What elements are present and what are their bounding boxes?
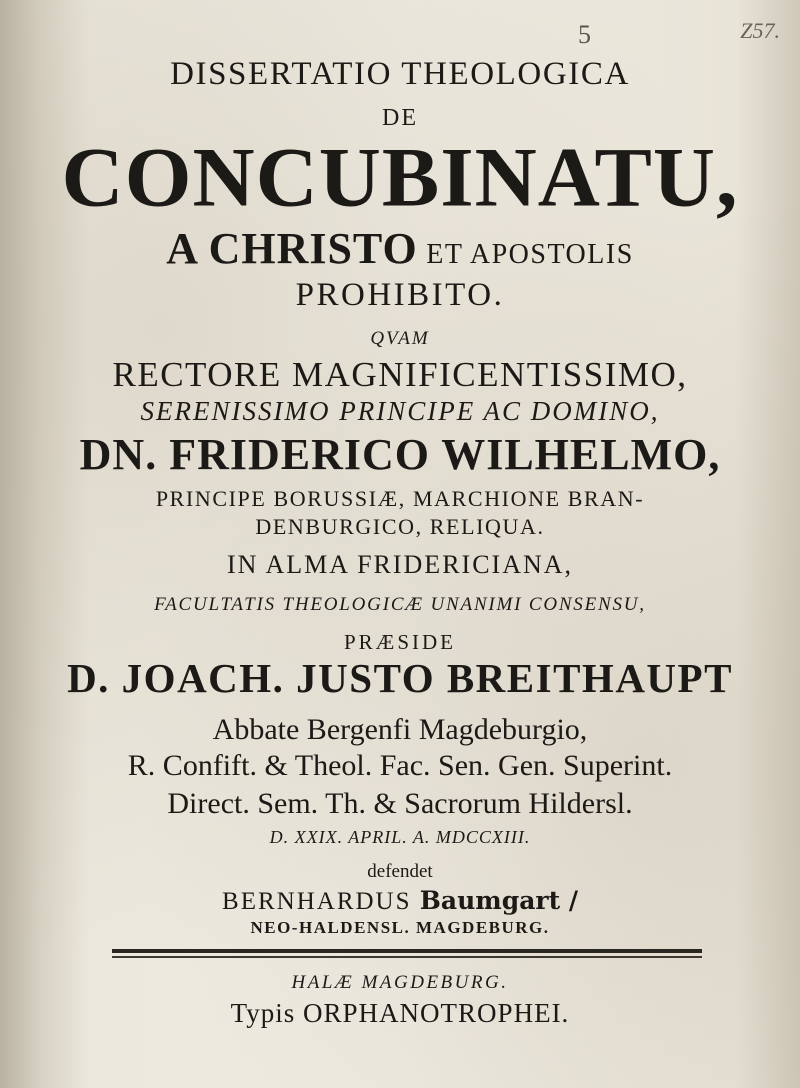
principe-line: PRINCIPE BORUSSIÆ, MARCHIONE BRAN- — [155, 486, 645, 511]
facultatis-line: FACULTATIS THEOLOGICÆ UNANIMI CONSENSU, — [154, 594, 646, 615]
defendet-label: defendet — [367, 861, 433, 882]
praeside-label: PRÆSIDE — [343, 630, 457, 654]
double-rule-thick — [112, 949, 702, 953]
disputation-date: D. XXIX. APRIL. A. MDCCXIII. — [269, 827, 531, 847]
title-line-dissertatio: DISSERTATIO THEOLOGICA — [170, 56, 630, 92]
title-line-christo — [0, 224, 800, 273]
defendens-origin: NEO-HALDENSL. MAGDEBURG. — [250, 918, 550, 937]
title-line-de: DE — [382, 105, 418, 131]
shelf-number: Z57. — [740, 18, 780, 43]
title-line-prohibito: PROHIBITO. — [295, 277, 505, 313]
praeses-name: D. JOACH. JUSTO BREITHAUPT — [67, 655, 733, 701]
denburgico-line: DENBURGICO, RELIQUA. — [255, 514, 545, 539]
quam-line: QVAM — [370, 328, 430, 349]
friderico-wilhelmo-line: DN. FRIDERICO WILHELMO, — [79, 430, 721, 479]
imprint-printer: Typis ORPHANOTROPHEI. — [230, 998, 570, 1028]
title-christo: CHRISTO — [208, 224, 418, 273]
defendens-surname: Baumgart / — [419, 886, 578, 915]
alma-fridericiana-line: IN ALMA FRIDERICIANA, — [226, 550, 574, 579]
rector-line: RECTORE MAGNIFICENTISSIMO, — [112, 355, 688, 394]
title-a: A — [166, 224, 209, 273]
title-line-concubinatu: CONCUBINATU, — [61, 129, 739, 225]
title-apostolis: ET APOSTOLIS — [417, 239, 634, 270]
defendens-name-line — [0, 888, 800, 914]
double-rule-thin — [112, 956, 702, 958]
praeses-consist-line: R. Confift. & Theol. Fac. Sen. Gen. Superint. — [127, 749, 673, 782]
ink-mark: 5 — [578, 20, 591, 49]
imprint-place: HALÆ MAGDEBURG. — [291, 972, 509, 993]
serenissimo-line: SERENISSIMO PRINCIPE AC DOMINO, — [140, 396, 660, 426]
defendens-name: BERNHARDUS — [222, 888, 420, 915]
praeses-direct-line: Direct. Sem. Th. & Sacrorum Hildersl. — [167, 787, 633, 820]
praeses-abbate-line: Abbate Bergenfi Magdeburgio, — [212, 713, 588, 746]
